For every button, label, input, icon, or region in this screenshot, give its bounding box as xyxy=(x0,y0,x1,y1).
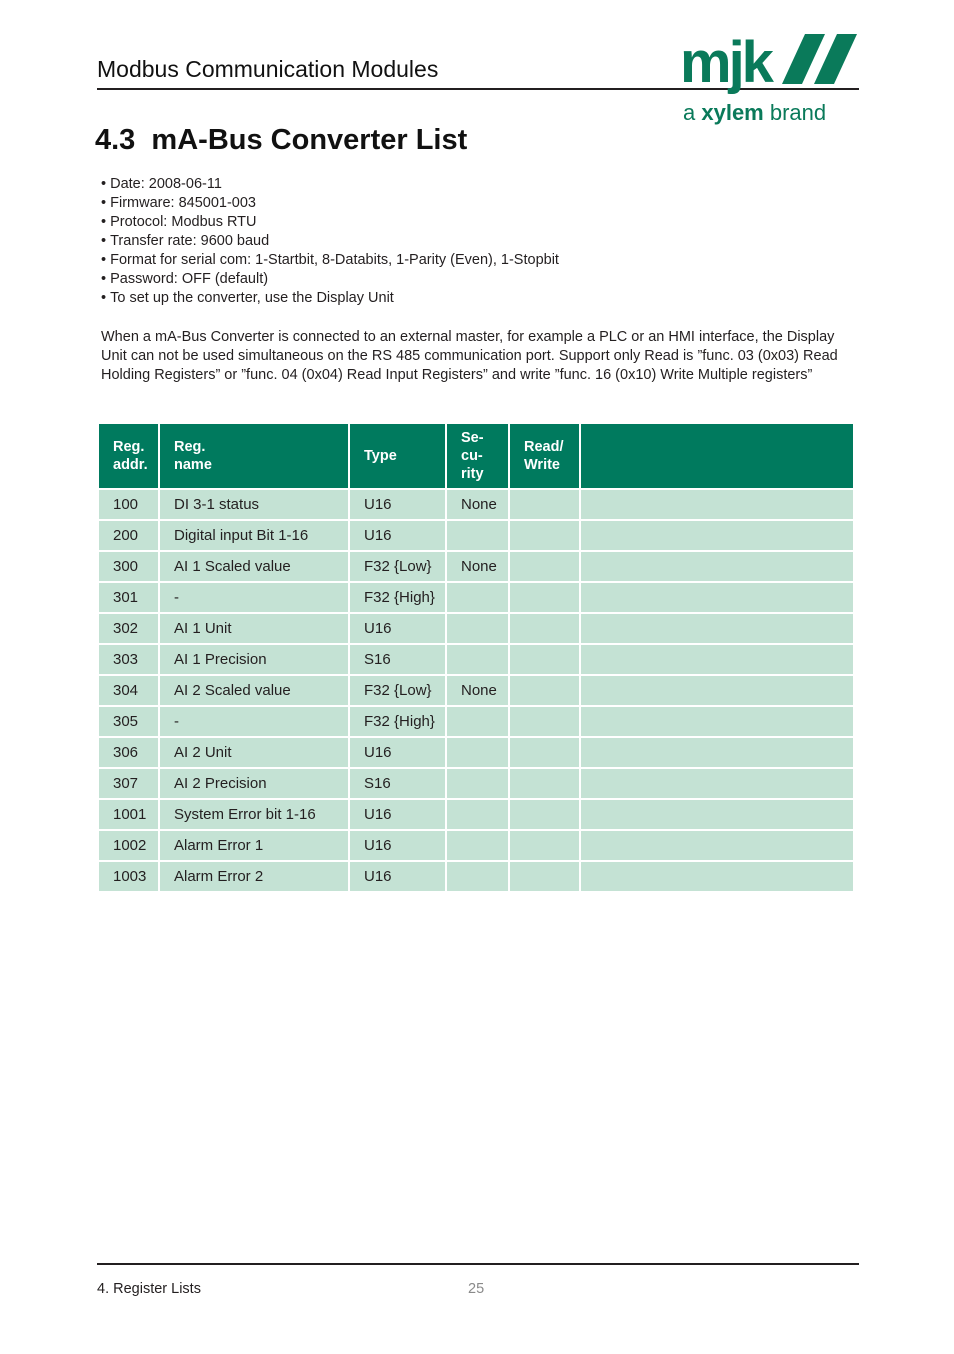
header-label: Reg. name xyxy=(174,439,212,473)
cell-read-write xyxy=(510,738,579,767)
cell-blank xyxy=(581,800,853,829)
col-header-blank xyxy=(581,424,853,488)
cell-security xyxy=(447,769,508,798)
tagline-a: a xyxy=(683,100,702,125)
cell-security xyxy=(447,645,508,674)
cell-read-write xyxy=(510,614,579,643)
cell-blank xyxy=(581,490,853,519)
cell-type: U16 xyxy=(350,521,445,550)
cell-blank xyxy=(581,521,853,550)
bullet-item: • Firmware: 845001-003 xyxy=(101,194,559,213)
table-row xyxy=(99,831,853,860)
cell-blank xyxy=(581,862,853,891)
cell-reg-addr: 307 xyxy=(99,769,158,798)
cell-reg-name: - xyxy=(160,707,348,736)
cell-reg-name: AI 2 Scaled value xyxy=(160,676,348,705)
table-row xyxy=(99,614,853,643)
cell-type: U16 xyxy=(350,862,445,891)
cell-read-write xyxy=(510,769,579,798)
cell-blank xyxy=(581,552,853,581)
cell-reg-addr: 306 xyxy=(99,738,158,767)
cell-type: U16 xyxy=(350,831,445,860)
cell-reg-name: Digital input Bit 1-16 xyxy=(160,521,348,550)
cell-read-write xyxy=(510,676,579,705)
cell-reg-addr: 1003 xyxy=(99,862,158,891)
col-header-security xyxy=(447,424,508,488)
cell-reg-name: - xyxy=(160,583,348,612)
cell-reg-addr: 300 xyxy=(99,552,158,581)
cell-security xyxy=(447,831,508,860)
cell-reg-name: AI 1 Unit xyxy=(160,614,348,643)
cell-blank xyxy=(581,707,853,736)
cell-reg-name: Alarm Error 1 xyxy=(160,831,348,860)
cell-blank xyxy=(581,614,853,643)
cell-security: None xyxy=(447,490,508,519)
cell-type: U16 xyxy=(350,800,445,829)
table-row xyxy=(99,800,853,829)
cell-reg-addr: 303 xyxy=(99,645,158,674)
cell-security xyxy=(447,707,508,736)
table-row xyxy=(99,645,853,674)
cell-type: S16 xyxy=(350,645,445,674)
cell-reg-addr: 304 xyxy=(99,676,158,705)
tagline-xylem: xylem xyxy=(701,100,764,125)
table-row xyxy=(99,769,853,798)
cell-reg-addr: 305 xyxy=(99,707,158,736)
header-label: Reg. addr. xyxy=(113,439,148,473)
col-header-reg-addr xyxy=(99,424,158,488)
col-header-read-write xyxy=(510,424,579,488)
cell-security xyxy=(447,800,508,829)
mjk-xylem-logo xyxy=(680,30,860,130)
cell-security xyxy=(447,738,508,767)
cell-security xyxy=(447,583,508,612)
spec-bullet-list xyxy=(101,175,559,308)
cell-reg-name: System Error bit 1-16 xyxy=(160,800,348,829)
bullet-item: • Format for serial com: 1-Startbit, 8-Databits, 1-Parity (Even), 1-Stopbit xyxy=(101,251,559,270)
cell-reg-name: AI 2 Precision xyxy=(160,769,348,798)
cell-type: F32 {Low} xyxy=(350,676,445,705)
bullet-item: • Protocol: Modbus RTU xyxy=(101,213,559,232)
cell-reg-addr: 302 xyxy=(99,614,158,643)
cell-blank xyxy=(581,583,853,612)
cell-read-write xyxy=(510,490,579,519)
cell-read-write xyxy=(510,583,579,612)
cell-type: F32 {Low} xyxy=(350,552,445,581)
tagline-brand: brand xyxy=(763,100,827,125)
table-row xyxy=(99,521,853,550)
cell-type: U16 xyxy=(350,738,445,767)
cell-blank xyxy=(581,676,853,705)
bullet-item: • Transfer rate: 9600 baud xyxy=(101,232,559,251)
cell-security: None xyxy=(447,676,508,705)
footer-divider xyxy=(97,1263,859,1265)
cell-blank xyxy=(581,738,853,767)
col-header-reg-name xyxy=(160,424,348,488)
intro-paragraph: When a mA-Bus Converter is connected to an external master, for example a PLC or an HMI interface, the Display Unit can not be used simultaneous on the RS 485 communication port. Support only Read is ”func. 03 (0x03) Read Holding Registers” or ”func. 04 (0x04) Read Input Registers” and write ”func. 16 (0x10) Write Multiple registers” xyxy=(101,329,838,383)
table-header-row xyxy=(99,424,853,488)
cell-type: U16 xyxy=(350,490,445,519)
register-table-body xyxy=(99,490,853,891)
cell-read-write xyxy=(510,552,579,581)
cell-security xyxy=(447,614,508,643)
cell-reg-addr: 1001 xyxy=(99,800,158,829)
mjk-logo-mark xyxy=(680,30,860,100)
register-table xyxy=(97,422,855,893)
table-row xyxy=(99,738,853,767)
cell-blank xyxy=(581,831,853,860)
section-title: 4.3 mA-Bus Converter List xyxy=(95,124,468,156)
cell-read-write xyxy=(510,521,579,550)
footer-section-label: 4. Register Lists xyxy=(97,1281,201,1297)
bullet-item: • Password: OFF (default) xyxy=(101,270,559,289)
cell-reg-name: AI 1 Precision xyxy=(160,645,348,674)
bullet-item: • To set up the converter, use the Display Unit xyxy=(101,289,559,308)
cell-reg-addr: 100 xyxy=(99,490,158,519)
col-header-type xyxy=(350,424,445,488)
cell-security xyxy=(447,862,508,891)
document-header-title: Modbus Communication Modules xyxy=(97,56,439,82)
table-row xyxy=(99,552,853,581)
logo-tagline xyxy=(683,100,826,126)
cell-reg-name: AI 2 Unit xyxy=(160,738,348,767)
header-label: Read/ Write xyxy=(524,439,564,473)
table-row xyxy=(99,676,853,705)
header-label: Se- cu- rity xyxy=(461,430,484,482)
cell-type: U16 xyxy=(350,614,445,643)
table-row xyxy=(99,490,853,519)
logo-wordmark: mjk xyxy=(680,30,771,95)
cell-blank xyxy=(581,645,853,674)
cell-reg-name: Alarm Error 2 xyxy=(160,862,348,891)
cell-security: None xyxy=(447,552,508,581)
cell-reg-name: DI 3-1 status xyxy=(160,490,348,519)
cell-reg-addr: 1002 xyxy=(99,831,158,860)
table-row xyxy=(99,862,853,891)
cell-reg-addr: 301 xyxy=(99,583,158,612)
cell-security xyxy=(447,521,508,550)
cell-type: S16 xyxy=(350,769,445,798)
cell-type: F32 {High} xyxy=(350,583,445,612)
page-number: 25 xyxy=(468,1281,485,1297)
cell-type: F32 {High} xyxy=(350,707,445,736)
cell-blank xyxy=(581,769,853,798)
cell-read-write xyxy=(510,862,579,891)
cell-read-write xyxy=(510,707,579,736)
cell-read-write xyxy=(510,645,579,674)
cell-read-write xyxy=(510,831,579,860)
cell-reg-name: AI 1 Scaled value xyxy=(160,552,348,581)
table-row xyxy=(99,707,853,736)
bullet-item: • Date: 2008-06-11 xyxy=(101,175,559,194)
cell-read-write xyxy=(510,800,579,829)
cell-reg-addr: 200 xyxy=(99,521,158,550)
header-label: Type xyxy=(364,448,397,464)
table-row xyxy=(99,583,853,612)
